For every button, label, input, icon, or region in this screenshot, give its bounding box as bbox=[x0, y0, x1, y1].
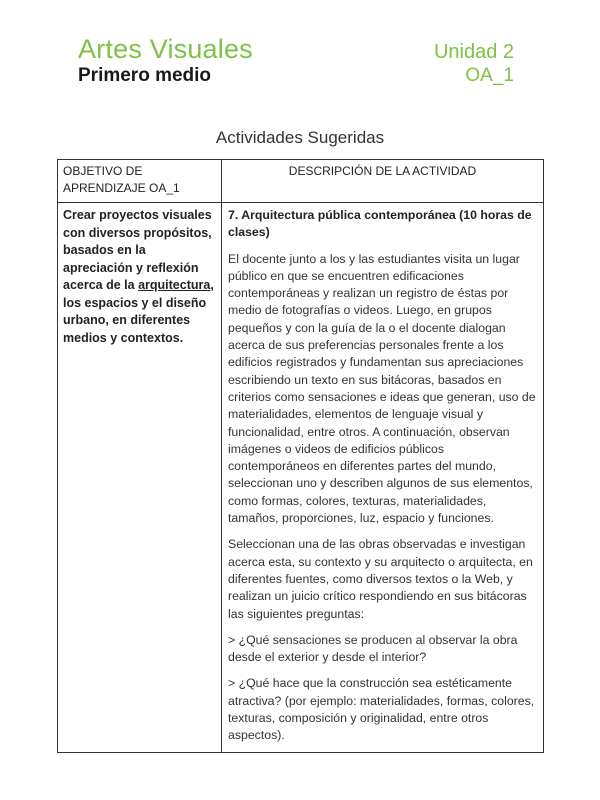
table-header-row bbox=[58, 160, 544, 203]
objective-text-start: Crear proyectos visuales con diversos propósitos, basados en la apreciación y reflexión acerca de la bbox=[63, 208, 212, 292]
activity-question: > ¿Qué sensaciones se producen al observar la obra desde el exterior y desde el interior? bbox=[228, 632, 518, 665]
unit-label: Unidad 2 bbox=[433, 41, 514, 63]
activity-paragraph: Seleccionan una de las obras observadas e investigan acerca esta, su contexto y su arquitecto o arquitecta, en diferentes fuentes, como diversos textos o la Web, y realizan un juicio crítico respondiendo en sus bitácoras las siguientes preguntas: bbox=[228, 537, 533, 621]
table-row bbox=[58, 203, 544, 753]
objective-underlined-term: arquitectura bbox=[138, 278, 211, 292]
subject-title: Artes Visuales bbox=[78, 34, 253, 64]
objective-column-header: OBJETIVO DE APRENDIZAJE OA_1 bbox=[58, 160, 222, 203]
activity-paragraph: El docente junto a los y las estudiantes visita un lugar público en que se encuentren edificaciones contemporáneas y realizan un registro de éstas por medio de fotografías o videos. Luego, en grupos pequeños y con la guía de la o el docente dialogan acerca de sus preferencias personales frente a los edificios registrados y fundamentan sus apreciaciones escribiendo un texto en sus bitácoras, basados en criterios como sensaciones e ideas que generan, uso de materialidades, elementos de lenguaje visual y funcionalidad, entre otros. A continuación, observan imágenes o videos de edificios públicos contemporáneos en diferentes partes del mundo, seleccionan uno y describen algunos de sus elementos, como formas, colores, texturas, materialidades, tamaños, proporciones, luz, espacio y funciones. bbox=[228, 251, 536, 526]
activity-title: 7. Arquitectura pública contemporánea (10 horas de clases) bbox=[228, 208, 532, 240]
objective-cell bbox=[58, 203, 222, 753]
header-row-bottom bbox=[78, 65, 514, 87]
page-header bbox=[78, 34, 514, 87]
objective-text-end: , los espacios y el diseño urbano, en diferentes medios y contextos. bbox=[63, 278, 214, 345]
activity-table bbox=[57, 159, 544, 753]
oa-label: OA_1 bbox=[465, 65, 514, 86]
activity-cell bbox=[222, 203, 544, 753]
description-column-header: DESCRIPCIÓN DE LA ACTIVIDAD bbox=[222, 160, 544, 203]
header-row-top bbox=[78, 34, 514, 65]
grade-label: Primero medio bbox=[78, 65, 212, 86]
activity-question: > ¿Qué hace que la construcción sea estéticamente atractiva? (por ejemplo: materialidades, formas, colores, texturas, composición y originalidad, entre otros aspectos). bbox=[228, 676, 535, 743]
section-title: Actividades Sugeridas bbox=[215, 128, 385, 147]
